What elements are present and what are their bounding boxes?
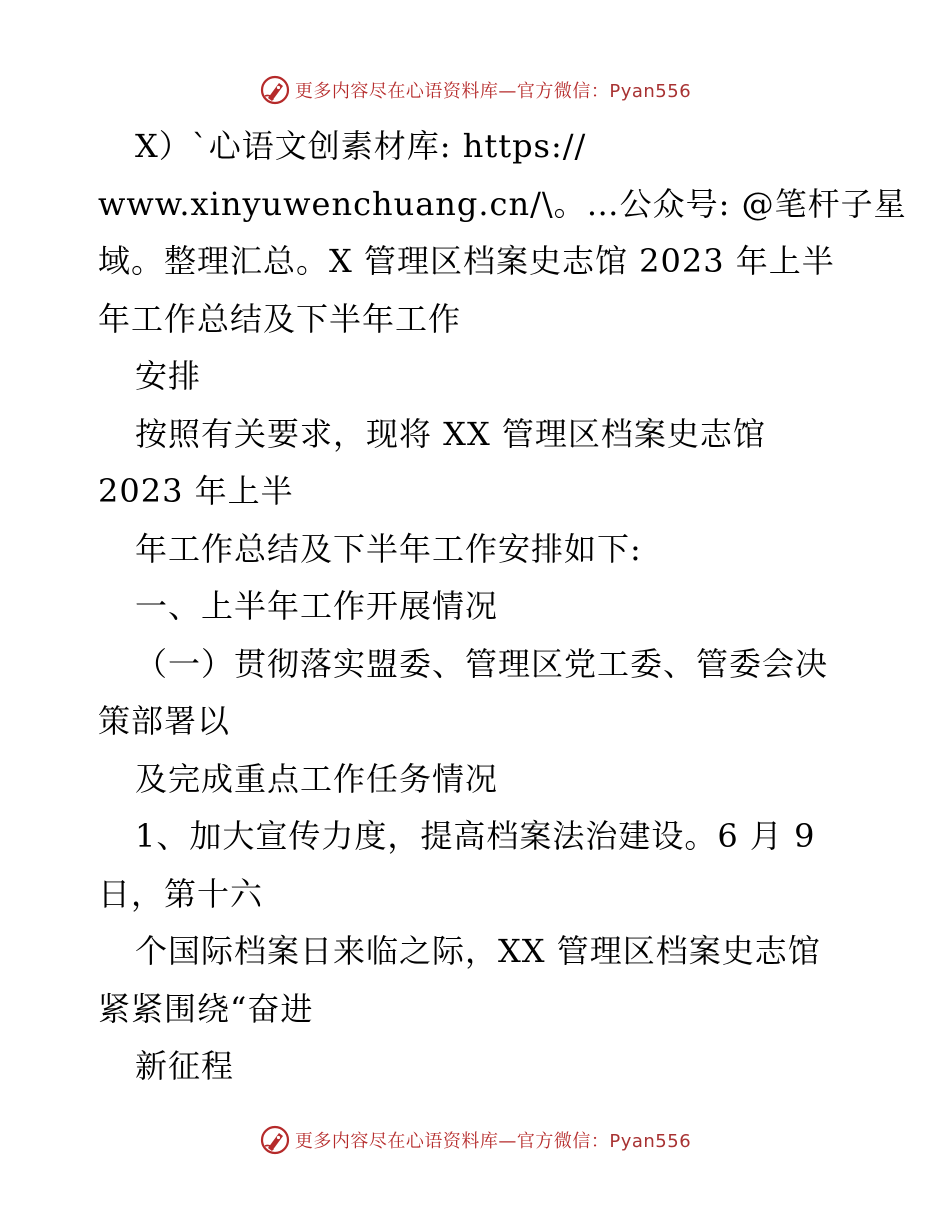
watermark-banner — [259, 1124, 691, 1156]
watermark-account: Pyan556 — [609, 1131, 692, 1152]
body-line: 策部署以 — [98, 702, 231, 740]
body-line: 紧紧围绕“奋进 — [98, 989, 314, 1028]
body-line: 日，第十六 — [98, 874, 264, 913]
watermark-official: 官方微信 — [516, 1131, 591, 1152]
body-line: 安排 — [135, 357, 202, 395]
body-line: 按照有关要求，现将 XX 管理区档案史志馆 — [135, 414, 766, 453]
watermark-colon: ： — [590, 81, 610, 102]
body-line: 年工作总结及下半年工作 — [98, 299, 462, 338]
header-watermark — [0, 70, 950, 110]
watermark-brand: 更多内容尽在心语资料库 — [294, 1131, 499, 1152]
watermark-official: 官方微信 — [516, 81, 591, 102]
subsection-heading: （一）贯彻落实盟委、管理区党工委、管委会决 — [135, 644, 829, 683]
watermark-colon: ： — [590, 1131, 610, 1152]
body-line: 个国际档案日来临之际，XX 管理区档案史志馆 — [135, 932, 821, 970]
body-line: www.xinyuwenchuang.cn/\。…公众号: @笔杆子星 — [98, 184, 907, 223]
watermark-text — [295, 1127, 691, 1153]
watermark-banner — [259, 74, 691, 106]
pen-nib-logo-icon — [259, 74, 291, 106]
watermark-separator: — — [498, 81, 517, 102]
section-heading: 一、上半年工作开展情况 — [135, 587, 499, 625]
body-line: 2023 年上半 — [98, 472, 294, 510]
body-line: 及完成重点工作任务情况 — [135, 759, 499, 798]
watermark-brand: 更多内容尽在心语资料库 — [294, 81, 499, 102]
watermark-separator: — — [498, 1131, 517, 1152]
body-line: 域。整理汇总。X 管理区档案史志馆 2023 年上半 — [98, 242, 835, 280]
body-line: 年工作总结及下半年工作安排如下: — [135, 529, 642, 568]
body-line: 新征程 — [135, 1047, 235, 1085]
watermark-account: Pyan556 — [609, 81, 692, 102]
body-line: 1、加大宣传力度，提高档案法治建设。6 月 9 — [135, 817, 816, 855]
footer-watermark — [0, 1120, 950, 1160]
watermark-text — [295, 77, 691, 103]
body-line: X）`心语文创素材库: https:// — [135, 127, 587, 165]
pen-nib-logo-icon — [259, 1124, 291, 1156]
document-body — [98, 118, 907, 1096]
